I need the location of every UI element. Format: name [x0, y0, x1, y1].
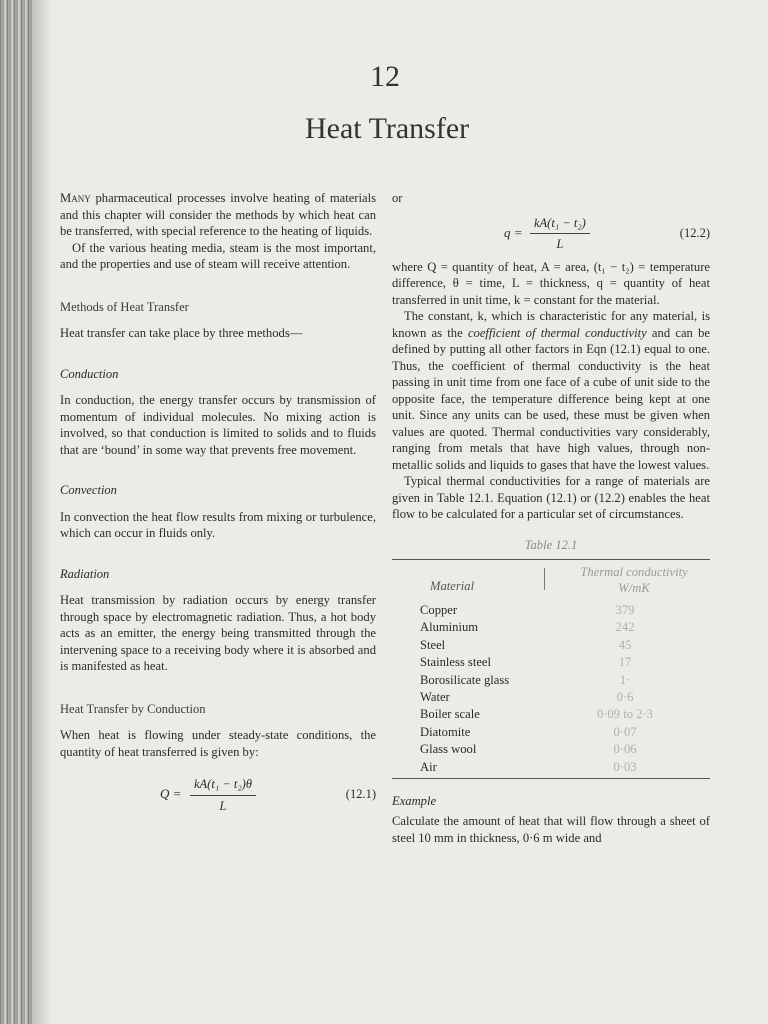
table-row	[392, 759, 710, 776]
equation-12-2-fraction	[530, 215, 590, 253]
convection-text: In convection the heat flow results from mixing or turbulence, which can occur in fluids only.	[60, 509, 376, 540]
conductivity-cell: 0·07	[613, 724, 637, 739]
radiation-heading: Radiation	[60, 566, 110, 581]
table-caption: Table 12.1	[524, 537, 578, 552]
material-cell: Air	[420, 759, 437, 774]
equation-12-2-lhs: q =	[504, 224, 523, 240]
conductivity-cell: 242	[615, 620, 635, 635]
material-cell: Copper	[420, 603, 458, 617]
equation-12-2-number: (12.2)	[679, 225, 710, 240]
table-body	[392, 602, 710, 776]
conductivity-cell: 0·6	[616, 689, 634, 704]
material-cell: Stainless steel	[420, 655, 492, 670]
equation-12-2-denominator: L	[556, 237, 564, 251]
radiation-text: Heat transmission by radiation occurs by energy transfer through space by electromagnetic radiation. Thus, a hot body acts as an emitter, the energy being transmitted through the intervening space to a receiving body where it is absorbed and is manifested as heat.	[60, 593, 376, 673]
material-cell: Glass wool	[420, 742, 477, 757]
material-column-header: Material	[430, 579, 475, 593]
paragraph-1-end: and can be defined by putting all other factors in Eqn (12.1) equal to one. Thus, the coefficient of thermal conductivity is the heat passing in unit time from one face of a cube of unit side to the opposite face, the temperature difference being kept at one unit. Since any units can be used, these must be given when values are quoted. Thermal conductivities vary considerably, ranging from metals that have high values, through non-metallic solids and liquids to gases that have the lowest values.	[392, 325, 710, 472]
equation-12-1	[60, 774, 376, 818]
table-bottom-rule	[392, 778, 710, 779]
material-cell: Water	[420, 689, 450, 704]
table-row	[392, 689, 710, 706]
left-column	[60, 190, 376, 824]
binding-shadow	[32, 0, 52, 1024]
table-header	[392, 560, 710, 602]
material-cell: Boiler scale	[420, 707, 480, 722]
or-text: or	[392, 191, 403, 205]
equation-12-1-number: (12.1)	[345, 787, 376, 801]
intro-paragraph-2: Of the various heating media, steam is the most important, and the properties and use of steam will receive attention.	[60, 240, 376, 271]
equation-12-1-numerator: kA(t₁ − t₂)θ	[190, 776, 256, 796]
material-cell: Steel	[420, 637, 446, 652]
equation-12-1-denominator: L	[219, 798, 227, 813]
coefficient-term: coefficient of thermal conductivity	[467, 325, 647, 340]
table-row	[392, 654, 710, 671]
table-row	[392, 637, 710, 654]
material-cell: Diatomite	[420, 724, 471, 739]
where-text: where Q = quantity of heat, A = area, (t₁ − t₂) = temperature difference, θ = time, L = thickness, q = quantity of heat transferred in unit time, k = constant for the material.	[392, 259, 710, 307]
equation-12-1-lhs: Q =	[160, 786, 182, 801]
methods-heading: Methods of Heat Transfer	[60, 299, 189, 314]
table-row	[392, 724, 710, 741]
equation-12-2	[392, 213, 710, 253]
intro-lead-word: Many	[60, 191, 91, 205]
table-row	[392, 741, 710, 758]
table-row	[392, 602, 710, 619]
conduction-section-heading: Heat Transfer by Conduction	[60, 701, 206, 716]
conduction-section-text: When heat is flowing under steady-state conditions, the quantity of heat transferred is given by:	[60, 728, 376, 759]
conductivity-cell: 17	[618, 655, 632, 670]
methods-text: Heat transfer can take place by three methods—	[60, 326, 303, 340]
conductivity-cell: 0·06	[613, 742, 637, 757]
conduction-heading: Conduction	[60, 366, 119, 381]
equation-12-2-numerator: kA(t₁ − t₂)	[530, 215, 590, 235]
typical-values-paragraph: Typical thermal conductivities for a range of materials are given in Table 12.1. Equation (12.1) or (12.2) enables the heat flow to be calculated for a particular set of circumstances.	[392, 474, 710, 521]
chapter-number: 12	[370, 60, 400, 93]
table-row	[392, 672, 710, 689]
chapter-title: Heat Transfer	[305, 112, 470, 145]
right-column	[392, 190, 710, 846]
equation-12-1-fraction	[190, 776, 256, 814]
thermal-conductivity-paragraph	[392, 308, 710, 473]
header-divider	[544, 568, 545, 590]
conductivity-cell: 379	[615, 603, 635, 617]
conductivity-cell: 0·03	[613, 759, 637, 774]
table-row	[392, 619, 710, 636]
convection-heading: Convection	[60, 483, 117, 497]
conductivity-cell: 45	[618, 637, 632, 652]
conduction-text: In conduction, the energy transfer occurs by transmission of momentum of individual molecules. No mixing action is involved, so that conduction is limited to solids and to fluids that are ‘bound’ in some way that prevents free movement.	[60, 393, 376, 457]
conductivity-cell: 0·09 to 2·3	[597, 707, 653, 722]
example-text: Calculate the amount of heat that will flow through a sheet of steel 10 mm in thickness, 0·6 m wide and	[392, 814, 710, 845]
intro-paragraph-1	[60, 190, 376, 240]
table-row	[392, 706, 710, 723]
intro-paragraph-1-text: pharmaceutical processes involve heating of materials and this chapter will consider the methods by which heat can be transferred, with special reference to the heating of liquids.	[60, 191, 376, 238]
paragraph-1-start: The constant, k, which is characteristic for any material, is known as the	[392, 309, 710, 340]
material-cell: Aluminium	[420, 620, 479, 635]
example-heading: Example	[392, 793, 437, 808]
material-cell: Borosilicate glass	[420, 672, 510, 687]
book-binding-edge	[0, 0, 32, 1024]
conductivity-column-header: Thermal conductivity W/mK	[580, 565, 688, 595]
conductivity-cell: 1·	[619, 672, 631, 687]
